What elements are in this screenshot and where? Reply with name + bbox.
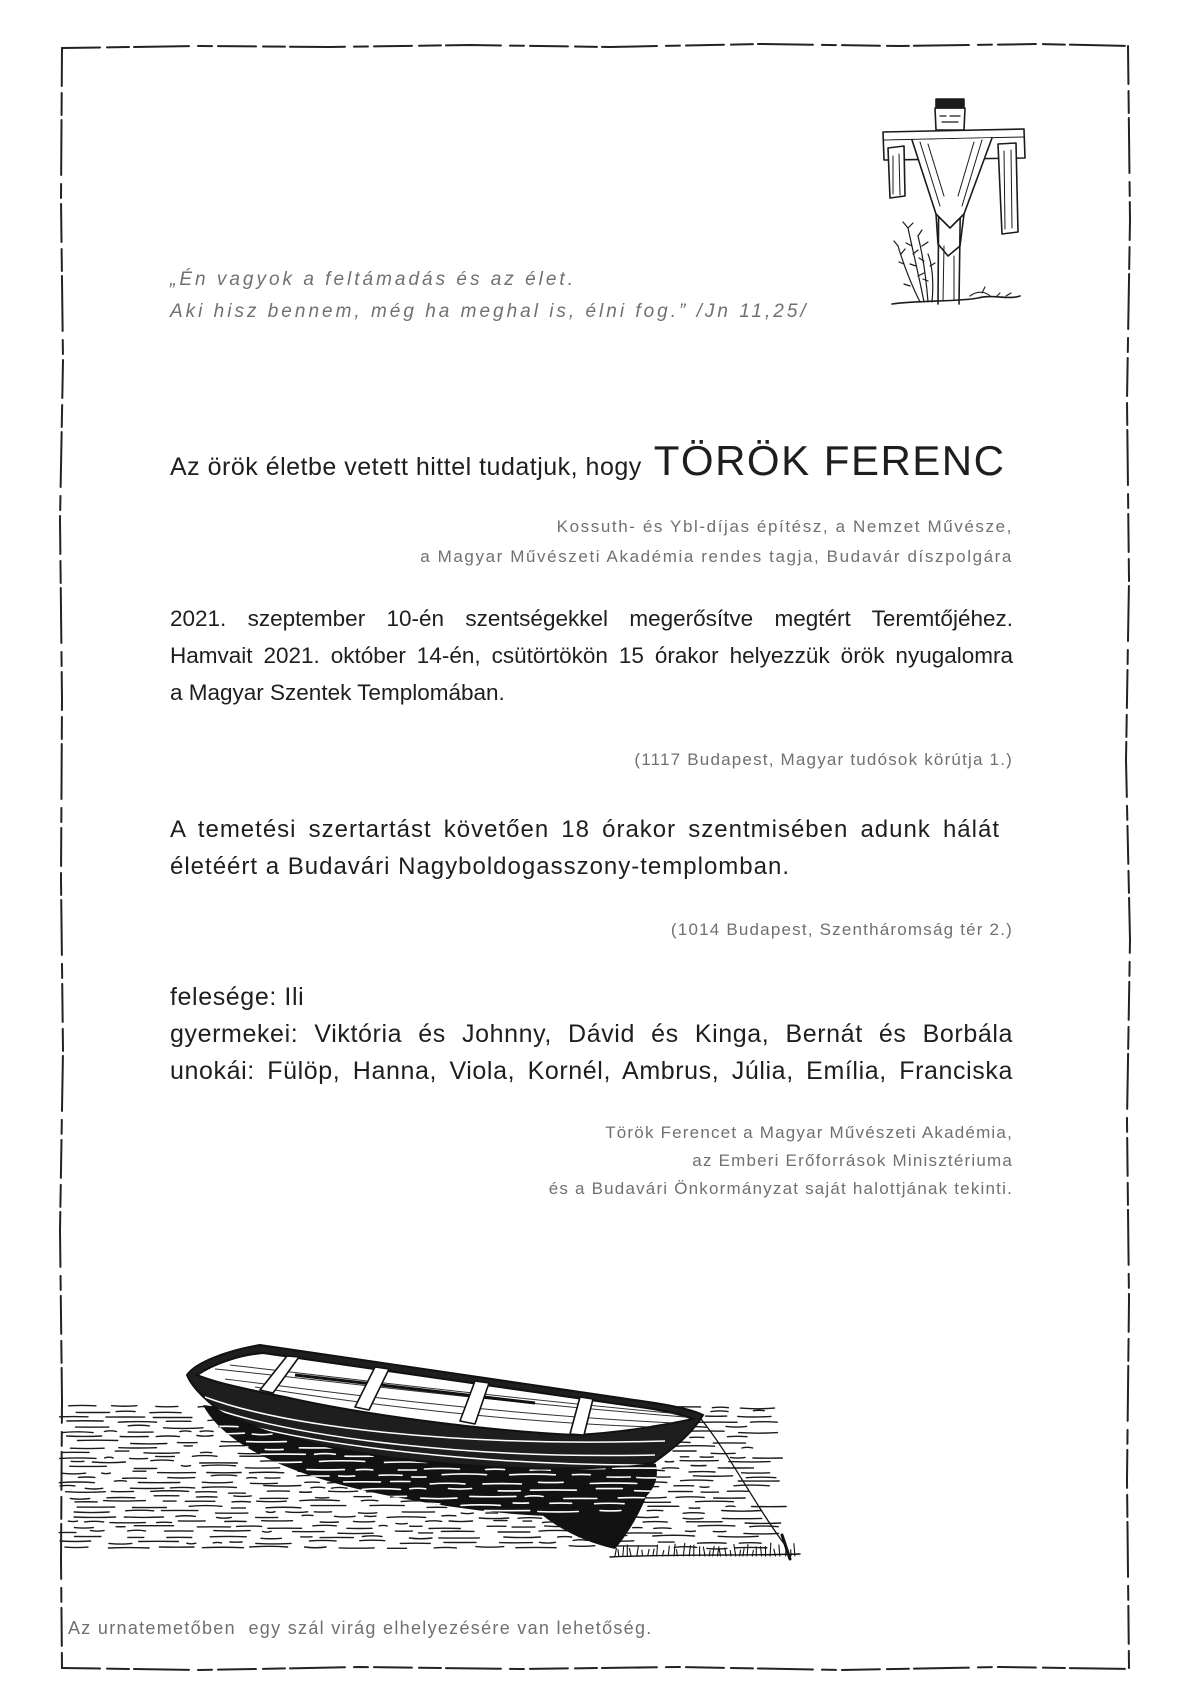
death-notice xyxy=(170,600,1013,711)
family-wife: felesége: Ili xyxy=(170,983,305,1011)
mass-line: A temetési szertartást követően 18 órakor szentmisében adunk hálát xyxy=(170,816,1000,843)
plant xyxy=(894,222,935,302)
death-notice-line: Hamvait 2021. október 14-én, csütörtökön 15 órakor helyezzük örök nyugalomra xyxy=(170,643,1013,668)
title-line: a Magyar Művészeti Akadémia rendes tagja, Budavár díszpolgára xyxy=(420,547,1013,566)
honor-line: Török Ferencet a Magyar Művészeti Akadémia, xyxy=(605,1123,1013,1142)
frame-top xyxy=(62,44,1128,48)
mass-address: (1014 Budapest, Szentháromság tér 2.) xyxy=(670,920,1013,939)
title-line: Kossuth- és Ybl-díjas építész, a Nemzet Művésze, xyxy=(556,517,1013,536)
frame-bottom xyxy=(62,1667,1129,1670)
family-children: gyermekei: Viktória és Johnny, Dávid és Kinga, Bernát és Borbála xyxy=(170,1020,1013,1048)
mass-line: életéért a Budavári Nagyboldogasszony-templomban. xyxy=(170,853,790,880)
death-notice-line: 2021. szeptember 10-én szentségekkel megerősítve megtért Teremtőjéhez. xyxy=(170,606,1013,631)
quote-line-1: „Én vagyok a feltámadás és az élet. xyxy=(170,269,576,290)
announcement-intro: Az örök életbe vetett hittel tudatjuk, hogy xyxy=(170,453,642,481)
crucifix-sketch-icon xyxy=(878,96,1028,326)
frame-right xyxy=(1126,46,1130,1668)
honor-note xyxy=(549,1119,1013,1203)
honor-line: az Emberi Erőforrások Minisztériuma xyxy=(692,1151,1013,1170)
quote-line-2: Aki hisz bennem, még ha meghal is, élni fog.” /Jn 11,25/ xyxy=(170,301,809,322)
honor-line: és a Budavári Önkormányzat saját halottjának tekinti. xyxy=(548,1179,1013,1198)
burial-address: (1117 Budapest, Magyar tudósok körútja 1.) xyxy=(634,750,1013,769)
cross-plate xyxy=(935,99,965,130)
mass-notice xyxy=(170,811,1000,885)
announcement-row xyxy=(170,437,1006,484)
ground xyxy=(892,287,1020,304)
family-grandchildren: unokái: Fülöp, Hanna, Viola, Kornél, Ambrus, Júlia, Emília, Franciska xyxy=(170,1057,1013,1085)
footer-note: Az urnatemetőben egy szál virág elhelyezésére van lehetőség. xyxy=(68,1618,653,1638)
death-notice-line: a Magyar Szentek Templomában. xyxy=(170,680,505,705)
deceased-name: TÖRÖK FERENC xyxy=(653,437,1006,484)
family-list xyxy=(170,979,1013,1090)
titles-block xyxy=(420,512,1013,572)
rowboat-sketch-icon xyxy=(55,1335,855,1570)
mooring-rope xyxy=(701,1419,790,1559)
